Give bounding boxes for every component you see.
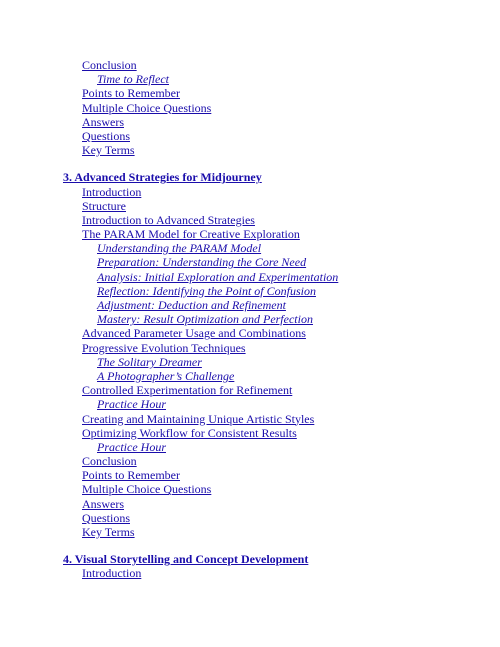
toc-sublink[interactable]: Mastery: Result Optimization and Perfection <box>97 312 313 327</box>
toc-link[interactable]: Multiple Choice Questions <box>82 482 212 497</box>
chapter-link[interactable]: 3. Advanced Strategies for Midjourney <box>63 170 262 185</box>
toc-link[interactable]: Introduction to Advanced Strategies <box>82 212 255 227</box>
toc-sublink[interactable]: Time to Reflect <box>97 72 169 87</box>
toc-link[interactable]: Questions <box>82 128 130 143</box>
toc-link[interactable]: Points to Remember <box>82 468 180 483</box>
toc-link[interactable]: Introduction <box>82 566 142 581</box>
toc-link[interactable]: Controlled Experimentation for Refinement <box>82 383 293 398</box>
toc-sublink[interactable]: Preparation: Understanding the Core Need <box>97 255 307 270</box>
toc-link[interactable]: Points to Remember <box>82 86 180 101</box>
toc-link[interactable]: Progressive Evolution Techniques <box>82 340 246 355</box>
toc-link[interactable]: Creating and Maintaining Unique Artistic Styles <box>82 411 315 426</box>
toc-link[interactable]: The PARAM Model for Creative Exploration <box>82 227 300 242</box>
toc-link[interactable]: Questions <box>82 510 130 525</box>
toc-sublink[interactable]: Practice Hour <box>97 397 166 412</box>
toc-link[interactable]: Advanced Parameter Usage and Combinations <box>82 326 306 341</box>
toc-link[interactable]: Key Terms <box>82 525 135 539</box>
toc-sublink[interactable]: A Photographer’s Challenge <box>97 368 235 383</box>
toc-sublink[interactable]: Reflection: Identifying the Point of Confusion <box>97 283 316 298</box>
toc-sublink[interactable]: Adjustment: Deduction and Refinement <box>97 298 286 312</box>
toc-sublink[interactable]: The Solitary Dreamer <box>97 354 202 369</box>
toc-link[interactable]: Multiple Choice Questions <box>82 100 212 115</box>
toc-sublink[interactable]: Practice Hour <box>97 439 166 454</box>
toc-link[interactable]: Optimizing Workflow for Consistent Results <box>82 425 297 440</box>
toc-link[interactable]: Conclusion <box>82 454 137 469</box>
toc-link[interactable]: Structure <box>82 198 126 213</box>
toc-link[interactable]: Answers <box>82 496 124 511</box>
toc-link[interactable]: Introduction <box>82 184 142 199</box>
toc-link[interactable]: Conclusion <box>82 58 137 72</box>
table-of-contents <box>0 58 500 581</box>
toc-sublink[interactable]: Analysis: Initial Exploration and Experimentation <box>97 269 339 284</box>
toc-sublink[interactable]: Understanding the PARAM Model <box>97 241 262 256</box>
toc-link[interactable]: Answers <box>82 114 124 129</box>
toc-link[interactable]: Key Terms <box>82 143 135 158</box>
chapter-link[interactable]: 4. Visual Storytelling and Concept Development <box>63 552 309 567</box>
